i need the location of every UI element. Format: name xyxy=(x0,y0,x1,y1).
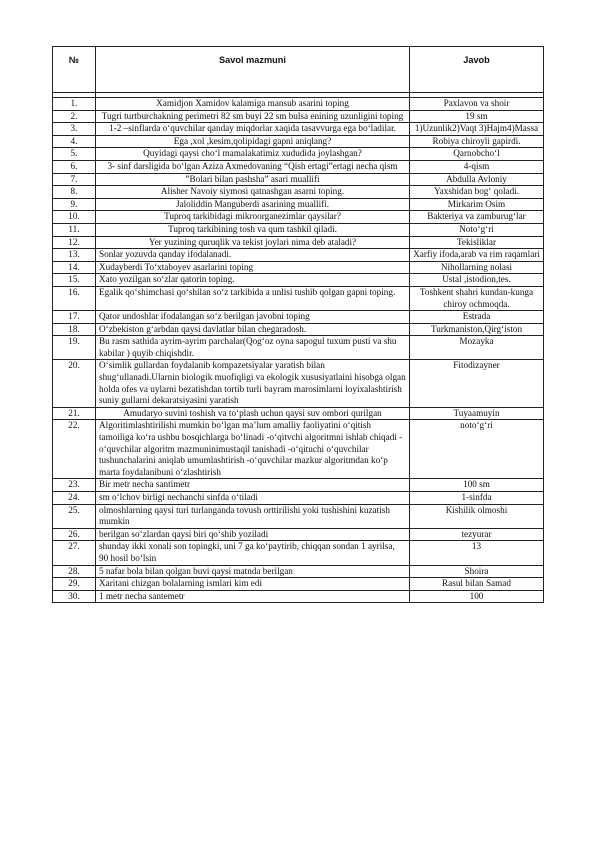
answer-cell: Noto‘g‘ri xyxy=(410,223,544,236)
row-number: 19. xyxy=(53,336,96,360)
table-row xyxy=(53,110,544,123)
table-row xyxy=(53,479,544,492)
answer-cell: Paxlavon va shoir xyxy=(410,98,544,111)
header-question: Savol mazmuni xyxy=(96,47,410,93)
question-cell: Quyidagi qaysi cho‘l mamalakatimiz xududida joylashgan? xyxy=(96,148,410,161)
question-cell: Yer yuzining quruqlik va tekist joylari nima deb ataladi? xyxy=(96,236,410,249)
question-cell: Tuproq tarkibining tosh va qum tashkil qiladi. xyxy=(96,223,410,236)
table-row xyxy=(53,360,544,407)
answer-cell: Robiya chiroyli gapirdi. xyxy=(410,135,544,148)
table-row xyxy=(53,286,544,310)
table-row xyxy=(53,407,544,420)
row-number: 10. xyxy=(53,211,96,224)
question-cell: Amudaryo suvini toshish va to‘plash uchun qaysi suv ombori qurilgan xyxy=(96,407,410,420)
row-number: 16. xyxy=(53,286,96,310)
question-cell: Xato yozilgan so‘zlar qatorin toping. xyxy=(96,274,410,287)
question-cell: 1-2 –sinflarda o‘quvchilar qanday miqdorlar xaqida tasavvurga ega bo‘ladilar. xyxy=(96,123,410,136)
answer-cell: Shoira xyxy=(410,565,544,578)
question-cell: O‘zbekiston g‘arbdan qaysi davlatlar bilan chegaradosh. xyxy=(96,323,410,336)
row-number: 21. xyxy=(53,407,96,420)
answer-cell: 100 xyxy=(410,590,544,603)
answer-cell: Toshkent shahri kundan-kunga chiroy ochmoqda. xyxy=(410,286,544,310)
row-number: 12. xyxy=(53,236,96,249)
table-row xyxy=(53,323,544,336)
answer-cell: Rasul bilan Samad xyxy=(410,578,544,591)
row-number: 7. xyxy=(53,173,96,186)
table-row xyxy=(53,223,544,236)
question-cell: Xamidjon Xamidov kalamiga mansub asarini toping xyxy=(96,98,410,111)
row-number: 17. xyxy=(53,311,96,324)
question-cell: Alisher Navoiy siymosi qatnashgan asarni toping. xyxy=(96,186,410,199)
answer-cell: 1-sinfda xyxy=(410,492,544,505)
answer-cell: noto‘g‘ri xyxy=(410,420,544,479)
answer-cell: 13 xyxy=(410,541,544,565)
question-cell: Qator undoshlar ifodalangan so‘z berilgan javobni toping xyxy=(96,311,410,324)
answer-cell: 100 sm xyxy=(410,479,544,492)
row-number: 29. xyxy=(53,578,96,591)
answer-cell: Fitodizayner xyxy=(410,360,544,407)
question-cell: Egalik qo‘shimchasi qo‘shilan so‘z tarkibida a unlisi tushib qolgan gapni toping. xyxy=(96,286,410,310)
question-cell: olmoshlarning qaysi turi turlanganda tovush orttirilishi yoki tushishini kuzatish mumkin xyxy=(96,504,410,528)
answer-cell: Mirkarim Osim xyxy=(410,198,544,211)
row-number: 8. xyxy=(53,186,96,199)
answer-cell: Tekisliklar xyxy=(410,236,544,249)
question-cell: 1 metr necha santemetr xyxy=(96,590,410,603)
row-number: 6. xyxy=(53,160,96,173)
table-row xyxy=(53,98,544,111)
row-number: 13. xyxy=(53,249,96,262)
question-cell: Tuproq tarkibidagi mikroorganezimlar qaysilar? xyxy=(96,211,410,224)
question-cell: 3- sinf darsligida bo‘lgan Aziza Axmedovaning “Qish ertagi”ertagi necha qism xyxy=(96,160,410,173)
question-cell: berilgan so‘zlardan qaysi biri qo‘shib yoziladi xyxy=(96,528,410,541)
table-row xyxy=(53,211,544,224)
row-number: 11. xyxy=(53,223,96,236)
table-row xyxy=(53,578,544,591)
question-cell: sm o‘lchov birligi nechanchi sinfda o‘tiladi xyxy=(96,492,410,505)
table-row xyxy=(53,565,544,578)
answer-cell: Tuyaamuyin xyxy=(410,407,544,420)
table-header-row xyxy=(53,47,544,93)
table-row xyxy=(53,198,544,211)
question-cell: Bir metr necha santimetr xyxy=(96,479,410,492)
row-number: 3. xyxy=(53,123,96,136)
row-number: 15. xyxy=(53,274,96,287)
row-number: 24. xyxy=(53,492,96,505)
answer-cell: Ustal ,istodion,tes. xyxy=(410,274,544,287)
table-row xyxy=(53,541,544,565)
answer-cell: Mozayka xyxy=(410,336,544,360)
question-cell: Tugri turtburchakning perimetri 82 sm buyi 22 sm bulsa enining uzunligini toping xyxy=(96,110,410,123)
answer-cell: Nihollarning nolasi xyxy=(410,261,544,274)
row-number: 25. xyxy=(53,504,96,528)
row-number: 2. xyxy=(53,110,96,123)
table-row xyxy=(53,249,544,262)
answer-cell: Xarfiy ifoda,arab va rim raqamlari xyxy=(410,249,544,262)
answer-cell: 1)Uzunlik2)Vaqt 3)Hajm4)Massa xyxy=(410,123,544,136)
table-row xyxy=(53,528,544,541)
table-row xyxy=(53,492,544,505)
question-cell: Ega ,xol ,kesim,qolipidagi gapni aniqlang? xyxy=(96,135,410,148)
answer-cell: Yaxshidan bog‘ qoladi. xyxy=(410,186,544,199)
question-cell: shunday ikki xonali son topingki, uni 7 ga ko‘paytirib, chiqqan sondan 1 ayrilsa, 90 hosil bo‘lsin xyxy=(96,541,410,565)
answer-cell: Bakteriya va zamburug‘lar xyxy=(410,211,544,224)
row-number: 18. xyxy=(53,323,96,336)
answer-cell: Abdulla Avloniy xyxy=(410,173,544,186)
row-number: 9. xyxy=(53,198,96,211)
question-cell: ”Bolari bilan pashsha” asari muallifi xyxy=(96,173,410,186)
table-row xyxy=(53,504,544,528)
question-cell: Xudayberdi To‘xtaboyev asarlarini toping xyxy=(96,261,410,274)
table-row xyxy=(53,311,544,324)
question-cell: O‘simlik gullardan foydalanib kompazetsiyalar yaratish bilan shug‘ullanadi.Ularnin biologik muofiqligi va ekologik xususiyatlaini hisobga olgan holda ofes va uylarni bezatishdan tortib turli bayram marosimlarni loyixalashtirish suniy gullarni dekaratsiyasini yaratish xyxy=(96,360,410,407)
answer-cell: 4-qism xyxy=(410,160,544,173)
row-number: 23. xyxy=(53,479,96,492)
row-number: 1. xyxy=(53,98,96,111)
table-row xyxy=(53,236,544,249)
answer-cell: Turkmaniston,Qirg‘iston xyxy=(410,323,544,336)
table-row xyxy=(53,336,544,360)
question-cell: Bu rasm sathida ayrim-ayrim parchalar(Qog‘oz oyna sapogul tuxum pusti va shu kabilar ) quyib chiqishdir. xyxy=(96,336,410,360)
row-number: 27. xyxy=(53,541,96,565)
row-number: 30. xyxy=(53,590,96,603)
table-row xyxy=(53,590,544,603)
answer-cell: tezyurar xyxy=(410,528,544,541)
question-cell: Jaloliddin Manguberdi asarining muallifi. xyxy=(96,198,410,211)
question-cell: Xaritani chizgan bolalarning ismlari kim edi xyxy=(96,578,410,591)
answer-cell: Qarnobcho‘l xyxy=(410,148,544,161)
row-number: 20. xyxy=(53,360,96,407)
table-row xyxy=(53,261,544,274)
header-answer: Javob xyxy=(410,47,544,93)
question-cell: Sonlar yozuvda qanday ifodalanadi. xyxy=(96,249,410,262)
answer-cell: 19 sm xyxy=(410,110,544,123)
question-cell: Algoritimlashtirilishi mumkin bo‘lgan ma’lum amalliy faoliyatini o‘qitish tamoiliga ko‘ra ushbu bosqichlarga bo‘linadi -o‘qitvchi algoritmni ishlab chiqadi -o‘quvchilar algoritm mazmuninimustaqil tanishadi -o‘qituchi o‘quvchilar tushunchalarini aniqlab umumlashtirish -o‘quvchilar mazkur algoritmdan ko‘p marta foydalanibuni o‘zlashtirish xyxy=(96,420,410,479)
table-row xyxy=(53,173,544,186)
table-row xyxy=(53,123,544,136)
table-row xyxy=(53,420,544,479)
row-number: 26. xyxy=(53,528,96,541)
answer-cell: Estrada xyxy=(410,311,544,324)
question-cell: 5 nafar bola bilan qolgan buvi qaysi matnda berilgan xyxy=(96,565,410,578)
table-row xyxy=(53,135,544,148)
row-number: 28. xyxy=(53,565,96,578)
answer-cell: Kishilik olmoshi xyxy=(410,504,544,528)
row-number: 14. xyxy=(53,261,96,274)
table-row xyxy=(53,274,544,287)
table-row xyxy=(53,186,544,199)
header-number: № xyxy=(53,47,96,93)
table-row xyxy=(53,160,544,173)
table-row xyxy=(53,148,544,161)
qa-table xyxy=(52,46,544,603)
row-number: 22. xyxy=(53,420,96,479)
row-number: 4. xyxy=(53,135,96,148)
row-number: 5. xyxy=(53,148,96,161)
